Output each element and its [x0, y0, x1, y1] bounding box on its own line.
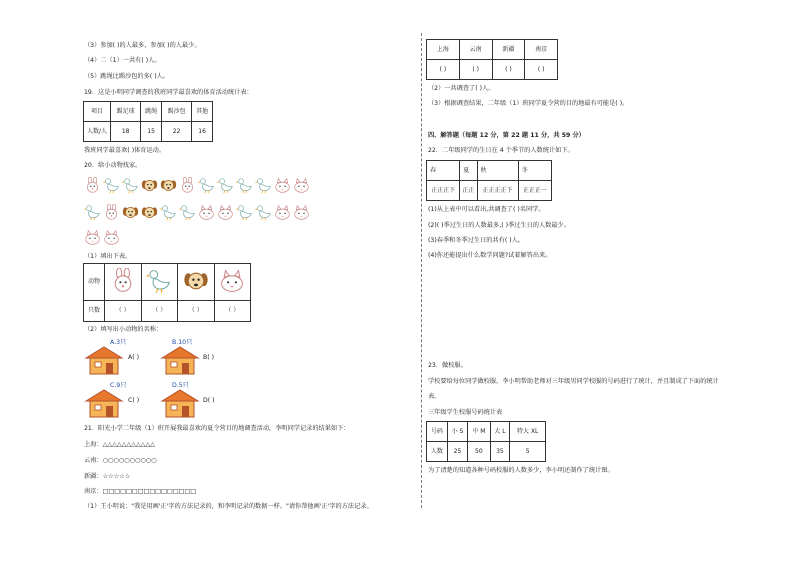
cat-icon [103, 229, 120, 246]
duck-icon [160, 204, 177, 221]
table-19-cell: 18 [111, 122, 141, 142]
duck-icon [198, 177, 215, 194]
house-b-answer: B( ) [203, 354, 215, 361]
house-c-label: C.9只 [110, 382, 127, 389]
duck-icon [217, 177, 234, 194]
question-21: 21．阳光小学二年级（1）班开展我最喜欢的夏令营目的地调查活动，李明同学记录的结果如下： [84, 425, 350, 432]
question-20-2: （2）填写出小动物的名称： [84, 326, 163, 333]
question-19-answer: 我班同学最喜欢( )体育运动。 [84, 147, 166, 154]
table-21-header: 南京 [525, 40, 558, 60]
animal-row-2 [84, 204, 310, 223]
duck-icon [179, 204, 196, 221]
table-20 [83, 263, 251, 322]
table-22-header: 秋 [477, 161, 518, 181]
table-19 [83, 101, 213, 142]
table-20-blank: （ ） [214, 301, 251, 322]
duck-icon [236, 177, 253, 194]
table-19-row-label: 人数/人 [84, 122, 111, 142]
duck-icon [103, 177, 120, 194]
rabbit-icon [110, 268, 136, 294]
table-19-header: 项目 [84, 102, 111, 122]
question-22: 22．二年级同学的生日在 4 个季节的人数统计如下。 [428, 147, 574, 154]
house-b-label: B.10只 [172, 339, 193, 346]
column-divider [421, 33, 422, 508]
question-5: （5）跳绳比踢沙包的多( )人。 [84, 73, 169, 80]
record-place: 南京： [84, 488, 103, 495]
rabbit-icon [179, 177, 196, 194]
table-23-row-label: 人数 [427, 442, 448, 462]
cat-icon [274, 204, 291, 221]
cat-icon [84, 229, 101, 246]
cat-icon [219, 268, 245, 294]
table-20-blank: （ ） [141, 301, 178, 322]
table-19-header: 踢足球 [111, 102, 141, 122]
dog-icon [141, 177, 158, 194]
table-19-cell: 16 [192, 122, 213, 142]
question-21-3: （3）根据调查结果，二年级（1）班同学夏令营的目的地最有可能是( )。 [428, 100, 629, 107]
animal-row-1 [84, 177, 310, 196]
table-20-blank: （ ） [105, 301, 142, 322]
animal-row-3 [84, 229, 120, 248]
table-23-header: 中 M [468, 422, 491, 442]
rabbit-icon [103, 204, 120, 221]
house-c-answer: C( ) [128, 397, 140, 404]
table-21-blank: ( ) [492, 60, 525, 80]
dog-icon [160, 177, 177, 194]
table-22-cell: 正正 [460, 181, 477, 201]
table-21-header: 新疆 [492, 40, 525, 60]
house-icon [160, 388, 200, 418]
duck-icon [255, 204, 272, 221]
cat-icon [293, 204, 310, 221]
table-23-header: 小 S [447, 422, 467, 442]
cat-icon [274, 177, 291, 194]
table-23-cell: 35 [490, 442, 510, 462]
table-19-header: 其他 [192, 102, 213, 122]
table-21-blank: ( ) [459, 60, 492, 80]
dog-icon [141, 204, 158, 221]
cat-icon [217, 204, 234, 221]
table-20-row-label: 只数 [84, 301, 105, 322]
table-19-header: 跳绳 [141, 102, 162, 122]
cat-icon [198, 204, 215, 221]
house-d-answer: D( ) [203, 397, 215, 404]
table-22-cell: 正正正正下 [477, 181, 518, 201]
duck-icon [146, 268, 172, 294]
table-20-blank: （ ） [178, 301, 215, 322]
house-a-label: A.3只 [110, 339, 127, 346]
question-21-2: （2）一共调查了( )人。 [428, 85, 495, 92]
table-21-header: 上海 [427, 40, 460, 60]
record-xinjiang [84, 473, 130, 480]
question-23-text-2: 表。 [428, 393, 441, 400]
record-nanjing [84, 488, 196, 495]
record-marks: △△△△△△△△△△△ [102, 441, 155, 448]
dog-icon [183, 268, 209, 294]
record-place: 上海： [84, 441, 103, 448]
duck-icon [122, 177, 139, 194]
question-23-text-1: 学校要给每位同学做校服，李小明帮助老师对三年级男同学校服的号码进行了统计，并且制成了下面的统计 [428, 378, 719, 385]
table-21-blank: ( ) [427, 60, 460, 80]
table-23-title: 三年级学生校服号码统计表 [428, 409, 503, 416]
table-22-header: 夏 [460, 161, 477, 181]
table-23-cell: 5 [510, 442, 546, 462]
question-21-1: （1）王小明说："我是用画'正'字的方法记录的，和李明记录的数据一样。"请你帮他画'正'字的方法记录。 [84, 503, 373, 510]
table-23-cell: 25 [447, 442, 467, 462]
table-22-cell: 正正正下 [427, 181, 460, 201]
question-20-1: （1）填出下表。 [84, 253, 132, 260]
question-22-1: (1)从上表中可以看出,共调查了( )名同学。 [428, 206, 545, 213]
question-22-4: (4)你还能提出什么数学问题?试着解答出来。 [428, 252, 552, 259]
table-22 [426, 160, 552, 201]
question-23-text-3: 为了清楚的知道各种号码校服的人数多少，李小明还制作了统计图。 [428, 467, 614, 474]
section-4-heading: 四、解答题（每题 12 分，第 22 题 11 分，共 59 分） [428, 132, 585, 139]
dog-icon [122, 204, 139, 221]
record-marks: □□□□□□□□□□□□□□□□ [102, 488, 197, 495]
question-22-2: (2)( )季过生日的人数最多,( )季过生日的人数最少。 [428, 222, 570, 229]
table-22-header: 春 [427, 161, 460, 181]
table-23-cell: 50 [468, 442, 491, 462]
house-icon [160, 345, 200, 375]
house-d-label: D.5只 [172, 382, 189, 389]
house-icon [84, 388, 124, 418]
table-21-header: 云南 [459, 40, 492, 60]
record-marks: ○○○○○○○○○○ [102, 457, 157, 464]
table-23-header: 号码 [427, 422, 448, 442]
duck-icon [84, 204, 101, 221]
question-20: 20．给小动物找家。 [84, 162, 142, 169]
record-place: 新疆： [84, 473, 103, 480]
question-19: 19．这是小明同学调查的我班同学最喜欢的体育活动统计表： [84, 89, 253, 96]
table-21-blank: ( ) [525, 60, 558, 80]
house-a-answer: A( ) [128, 354, 140, 361]
house-icon [84, 345, 124, 375]
table-19-cell: 15 [141, 122, 162, 142]
table-22-header: 冬 [518, 161, 551, 181]
duck-icon [236, 204, 253, 221]
table-22-cell: 正正正一 [518, 181, 551, 201]
table-20-row-label: 动物 [84, 264, 105, 301]
record-place: 云南： [84, 457, 103, 464]
table-21 [426, 39, 558, 80]
record-yunnan [84, 457, 157, 464]
record-shanghai [84, 441, 155, 448]
record-marks: ☆☆☆☆☆ [102, 473, 131, 480]
cat-icon [293, 177, 310, 194]
question-23: 23．做校服。 [428, 362, 467, 369]
question-3: （3）参加( )的人最多，参加( )的人最少。 [84, 42, 201, 49]
duck-icon [255, 177, 272, 194]
table-19-cell: 22 [161, 122, 191, 142]
table-23-header: 特大 XL [510, 422, 546, 442]
question-22-3: (3)春季和冬季过生日的共有( )人。 [428, 237, 524, 244]
rabbit-icon [84, 177, 101, 194]
table-23-header: 大 L [490, 422, 510, 442]
table-23 [426, 421, 546, 462]
question-4: （4）二（1）一共有( )人。 [84, 57, 161, 64]
table-19-header: 踢沙包 [161, 102, 191, 122]
